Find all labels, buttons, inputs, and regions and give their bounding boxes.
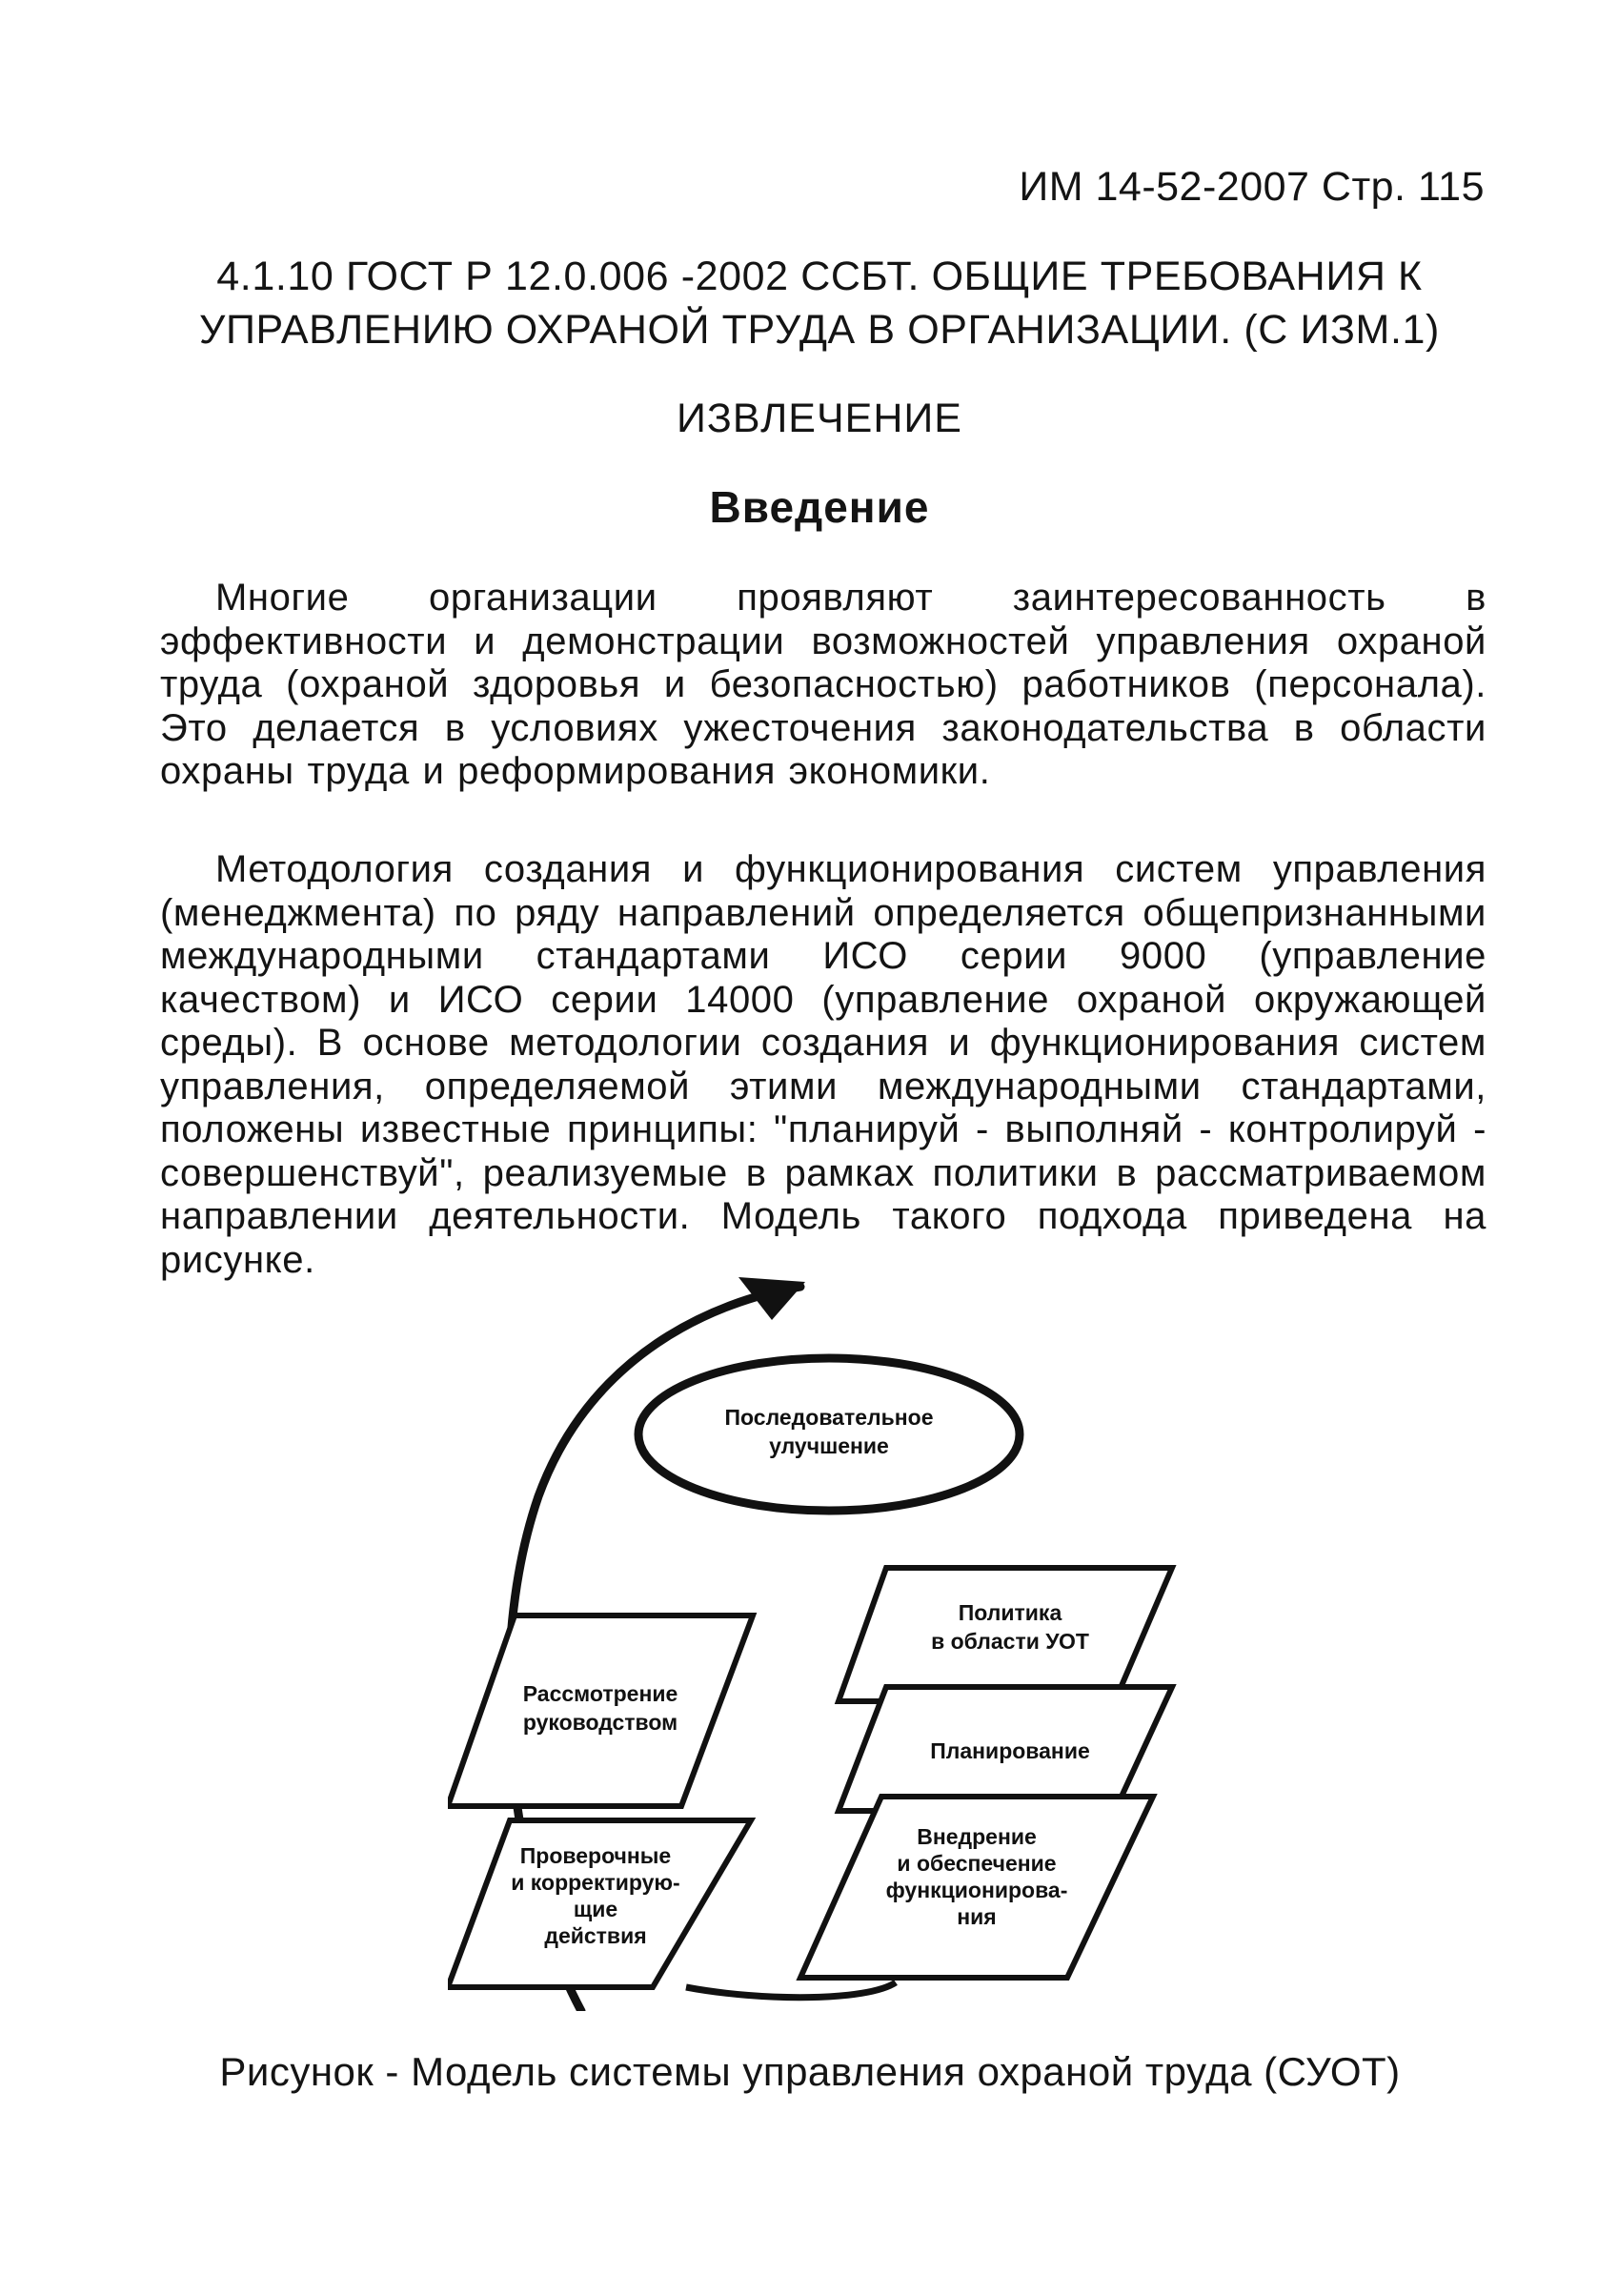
introduction-heading: Введение — [709, 482, 930, 532]
section-title-line-2: УПРАВЛЕНИЮ ОХРАНОЙ ТРУДА В ОРГАНИЗАЦИИ. (С ИЗМ.1) — [199, 307, 1440, 353]
section-title — [191, 250, 1448, 356]
implementation-line-3: функционирова- — [885, 1878, 1068, 1902]
page-header: ИМ 14-52-2007 Стр. 115 — [1019, 164, 1485, 210]
corrective-actions-box — [448, 1820, 751, 1987]
figure-caption: Рисунок - Модель системы управления охраной труда (СУОТ) — [219, 2049, 1401, 2094]
extract-label: ИЗВЛЕЧЕНИЕ — [677, 396, 962, 441]
paragraph-1: Многие организации проявляют заинтересованность в эффективности и демонстрации возможностей управления охраной труда (охраной здоровья и безопасностью) работников (персонала). Это делается в условиях ужесточения законодательства в области охраны труда и реформирования экономики. — [160, 577, 1487, 792]
suot-diagram — [448, 1277, 1191, 2011]
implementation-box — [800, 1797, 1153, 1978]
bottom-cycle-arc — [686, 1982, 896, 1998]
suot-model-figure — [448, 1277, 1191, 2011]
policy-box — [839, 1568, 1172, 1701]
corrective-line-1: Проверочные — [519, 1843, 672, 1868]
section-title-line-1: 4.1.10 ГОСТ Р 12.0.006 -2002 ССБТ. ОБЩИЕ ТРЕБОВАНИЯ К — [216, 254, 1423, 299]
planning-box — [839, 1687, 1172, 1811]
implementation-line-1: Внедрение — [917, 1824, 1037, 1849]
implementation-line-4: ния — [957, 1904, 997, 1929]
improvement-line-2: улучшение — [769, 1433, 889, 1458]
improvement-line-1: Последовательное — [724, 1405, 934, 1430]
corrective-line-2: и корректирую- — [511, 1870, 680, 1895]
paragraph-2: Методология создания и функционирования систем управления (менеджмента) по ряду направлений определяется общепризнанными международными стандартами ИСО серии 9000 (управление качеством) и ИСО серии 14000 (управление охраной окружающей среды). В основе методологии создания и функционирования систем управления, определяемой этими международными стандартами, положены известные принципы: "планируй - выполняй - контролируй - совершенствуй", реализуемые в рамках политики в рассматриваемом направлении деятельности. Модель такого подхода приведена на рисунке. — [160, 848, 1487, 1281]
management-review-line-2: руководством — [522, 1710, 678, 1735]
management-review-box — [448, 1615, 753, 1806]
management-review-line-1: Рассмотрение — [522, 1681, 678, 1706]
policy-line-1: Политика — [958, 1600, 1062, 1625]
corrective-line-3: щие — [573, 1897, 618, 1921]
corrective-line-4: действия — [544, 1923, 647, 1948]
improvement-ellipse — [638, 1358, 1020, 1511]
planning-line-1: Планирование — [930, 1738, 1090, 1763]
implementation-line-2: и обеспечение — [897, 1851, 1057, 1876]
policy-line-2: в области УОТ — [931, 1629, 1089, 1654]
